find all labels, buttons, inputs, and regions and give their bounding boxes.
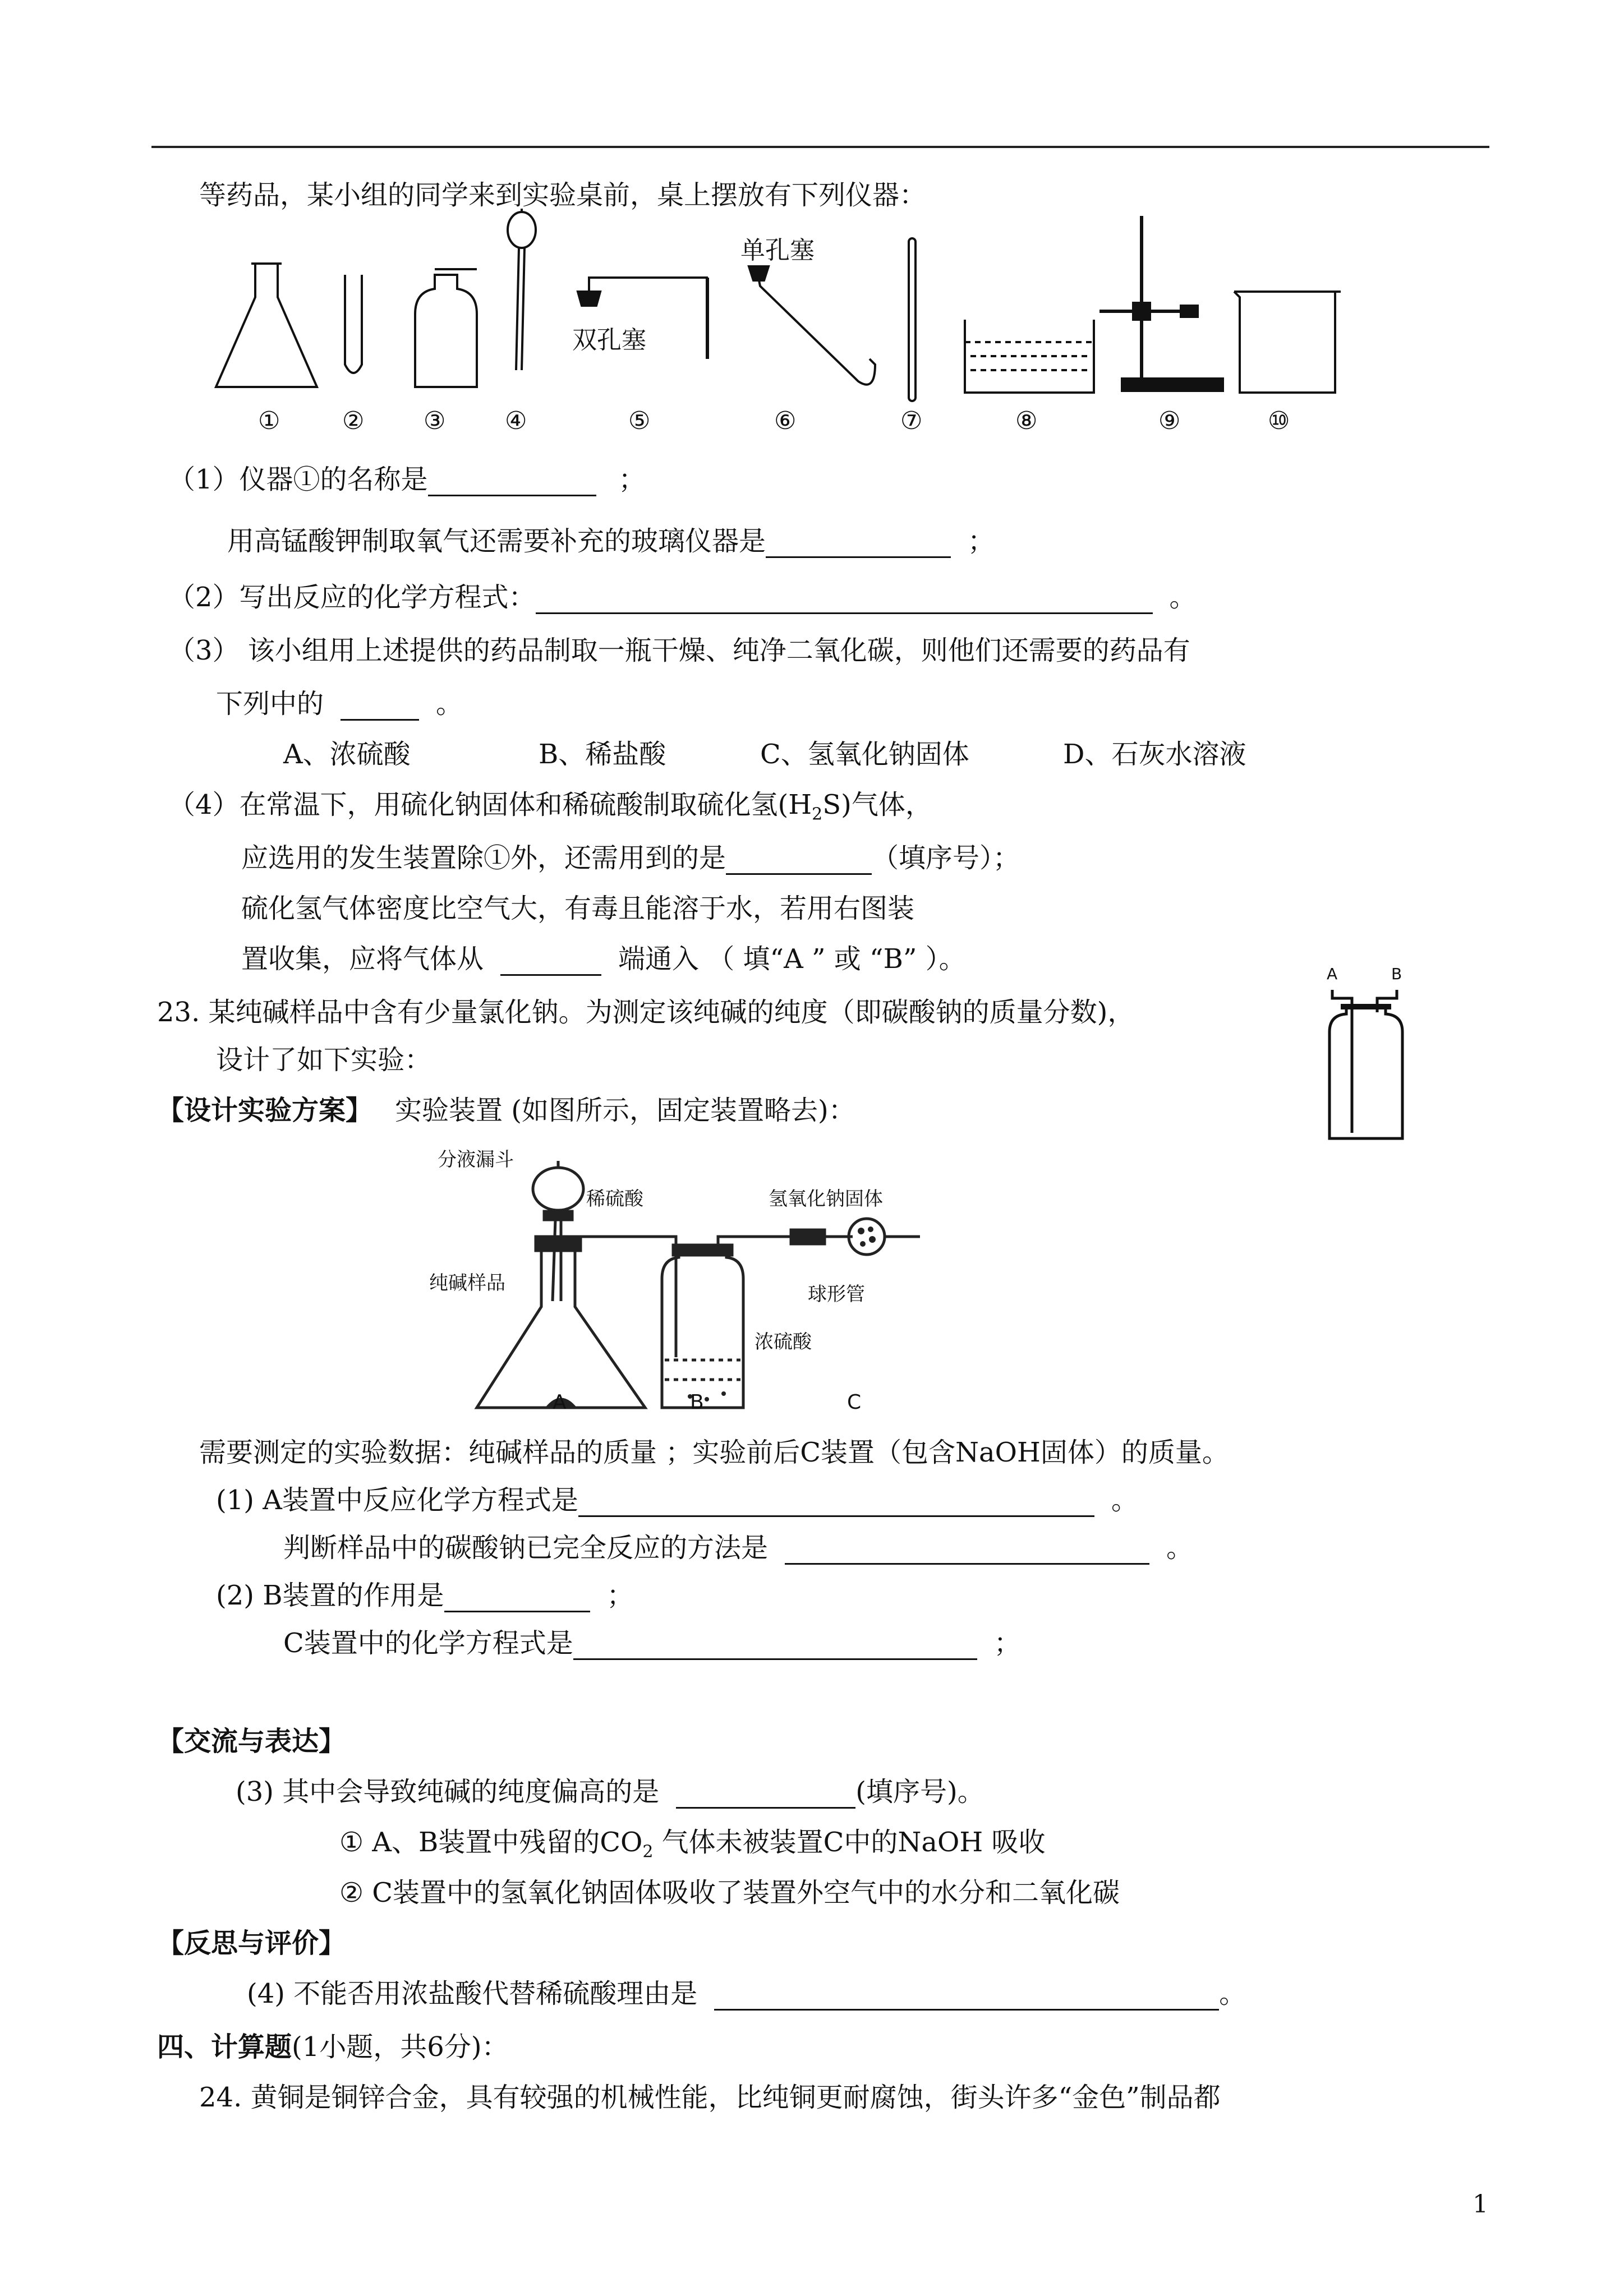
q23-design: 【设计实验方案】 实验装置 (如图所示，固定装置略去)： bbox=[157, 1095, 855, 1126]
label-bulb: 球形管 bbox=[808, 1283, 865, 1306]
q22-part2: （2）写出反应的化学方程式： 。 bbox=[168, 582, 1197, 613]
q22-option-c: C、氢氧化钠固体 bbox=[760, 739, 969, 770]
answer-blank[interactable] bbox=[714, 1983, 1219, 2011]
q23-measure: 需要测定的实验数据：纯碱样品的质量 ；实验前后C装置（包含NaOH固体）的质量。 bbox=[199, 1437, 1229, 1468]
intro-text: 等药品，某小组的同学来到实验桌前，桌上摆放有下列仪器： bbox=[199, 179, 927, 211]
page-number: 1 bbox=[1473, 2190, 1488, 2219]
q23-option1: ① A、B装置中残留的$CO_2$ 气体未被装置C中的NaOH 吸收 bbox=[339, 1827, 1046, 1862]
section4-heading: 四、计算题(1小题，共6分)： bbox=[157, 2031, 509, 2063]
label-conc-acid: 浓硫酸 bbox=[755, 1331, 812, 1353]
test-tube-icon bbox=[345, 275, 362, 373]
label-sample: 纯碱样品 bbox=[429, 1272, 505, 1294]
apparatus-number: ② bbox=[342, 407, 365, 435]
collection-bottle-figure bbox=[1307, 976, 1419, 1116]
apparatus-number: ⑨ bbox=[1158, 407, 1181, 435]
apparatus-number: ⑥ bbox=[774, 407, 797, 435]
q24-text: 24. 黄铜是铜锌合金，具有较强的机械性能，比纯铜更耐腐蚀，街头许多“金色”制品都 bbox=[199, 2082, 1221, 2113]
q23-sub1b: 判断样品中的碳酸钠已完全反应的方法是 。 bbox=[283, 1532, 1194, 1564]
bottle-port-b: B bbox=[1391, 965, 1402, 983]
answer-blank[interactable] bbox=[536, 587, 1153, 614]
apparatus-number: ③ bbox=[424, 407, 446, 435]
answer-blank[interactable] bbox=[726, 847, 872, 875]
q23-option2: ② C装置中的氢氧化钠固体吸收了装置外空气中的水分和二氧化碳 bbox=[339, 1877, 1120, 1908]
apparatus-number: ⑤ bbox=[628, 407, 651, 435]
label-dilute-acid: 稀硫酸 bbox=[586, 1188, 643, 1210]
label-C: C bbox=[847, 1391, 862, 1414]
apparatus-number: ⑧ bbox=[1015, 407, 1038, 435]
apparatus-number: ⑩ bbox=[1268, 407, 1290, 435]
glass-rod-icon bbox=[909, 238, 915, 401]
single-stopper-label: 单孔塞 bbox=[740, 236, 815, 265]
answer-blank[interactable] bbox=[444, 1585, 590, 1612]
answer-blank[interactable] bbox=[428, 469, 596, 496]
label-A: A bbox=[553, 1391, 567, 1414]
label-B: B bbox=[690, 1391, 704, 1414]
answer-blank[interactable] bbox=[500, 948, 601, 976]
q22-option-d: D、石灰水溶液 bbox=[1063, 739, 1246, 770]
q22-part1b: 用高锰酸钾制取氧气还需要补充的玻璃仪器是 ； bbox=[227, 525, 995, 557]
q23-sub1: (1) A装置中反应化学方程式是 。 bbox=[216, 1484, 1138, 1516]
single-hole-stopper-tube-icon bbox=[757, 272, 875, 385]
answer-blank[interactable] bbox=[573, 1633, 977, 1660]
q23-sub2b: C装置中的化学方程式是 ； bbox=[283, 1628, 1021, 1659]
q22-part1: （1）仪器①的名称是 ； bbox=[168, 464, 646, 495]
q23-sub4: (4) 不能否用浓盐酸代替稀硫酸理由是 。 bbox=[247, 1978, 1246, 2009]
q23-line1: 23. 某纯碱样品中含有少量氯化钠。为测定该纯碱的纯度（即碳酸钠的质量分数)， bbox=[157, 997, 1135, 1028]
q22-part3b: 下列中的 。 bbox=[216, 688, 463, 720]
q23-sub3: (3) 其中会导致纯碱的纯度偏高的是 (填序号)。 bbox=[236, 1776, 984, 1808]
answer-blank[interactable] bbox=[676, 1781, 855, 1809]
separatory-funnel-icon bbox=[508, 212, 536, 248]
q22-option-a: A、浓硫酸 bbox=[283, 739, 411, 770]
q22-part4b: 应选用的发生装置除①外，还需用到的是 （填序号）； bbox=[241, 842, 1020, 874]
apparatus-number: ⑦ bbox=[900, 407, 923, 435]
q22-part3: （3） 该小组用上述提供的药品制取一瓶干燥、纯净二氧化碳，则他们还需要的药品有 bbox=[168, 635, 1190, 666]
conical-flask-icon bbox=[216, 264, 317, 387]
apparatus-figure bbox=[0, 0, 1624, 449]
answer-blank[interactable] bbox=[578, 1490, 1094, 1517]
label-funnel: 分液漏斗 bbox=[438, 1149, 514, 1171]
exchange-heading: 【交流与表达】 bbox=[157, 1726, 346, 1757]
answer-blank[interactable] bbox=[785, 1537, 1149, 1565]
q22-part4d: 置收集，应将气体从 端通入 （ 填“A ” 或 “B” ）。 bbox=[241, 943, 966, 975]
q23-line2: 设计了如下实验： bbox=[216, 1044, 432, 1076]
beaker-icon bbox=[1234, 292, 1335, 393]
answer-blank[interactable] bbox=[766, 531, 951, 558]
iron-stand-icon bbox=[1099, 216, 1223, 391]
experiment-apparatus-figure bbox=[426, 1138, 987, 1430]
q23-sub2: (2) B装置的作用是 ； bbox=[216, 1580, 634, 1611]
bottle-port-a: A bbox=[1327, 965, 1338, 983]
q22-part4c: 硫化氢气体密度比空气大，有毒且能溶于水，若用右图装 bbox=[241, 893, 915, 924]
double-stopper-label: 双孔塞 bbox=[572, 326, 646, 354]
reflect-heading: 【反思与评价】 bbox=[157, 1928, 346, 1959]
gas-bottle-icon bbox=[415, 275, 477, 387]
apparatus-number: ① bbox=[258, 407, 280, 435]
label-naoh: 氢氧化钠固体 bbox=[769, 1188, 883, 1210]
apparatus-number: ④ bbox=[505, 407, 527, 435]
answer-blank[interactable] bbox=[341, 693, 419, 721]
q22-option-b: B、稀盐酸 bbox=[539, 739, 666, 770]
q22-part4: （4）在常温下，用硫化钠固体和稀硫酸制取硫化氢$(H_2S)$气体， bbox=[168, 789, 932, 824]
